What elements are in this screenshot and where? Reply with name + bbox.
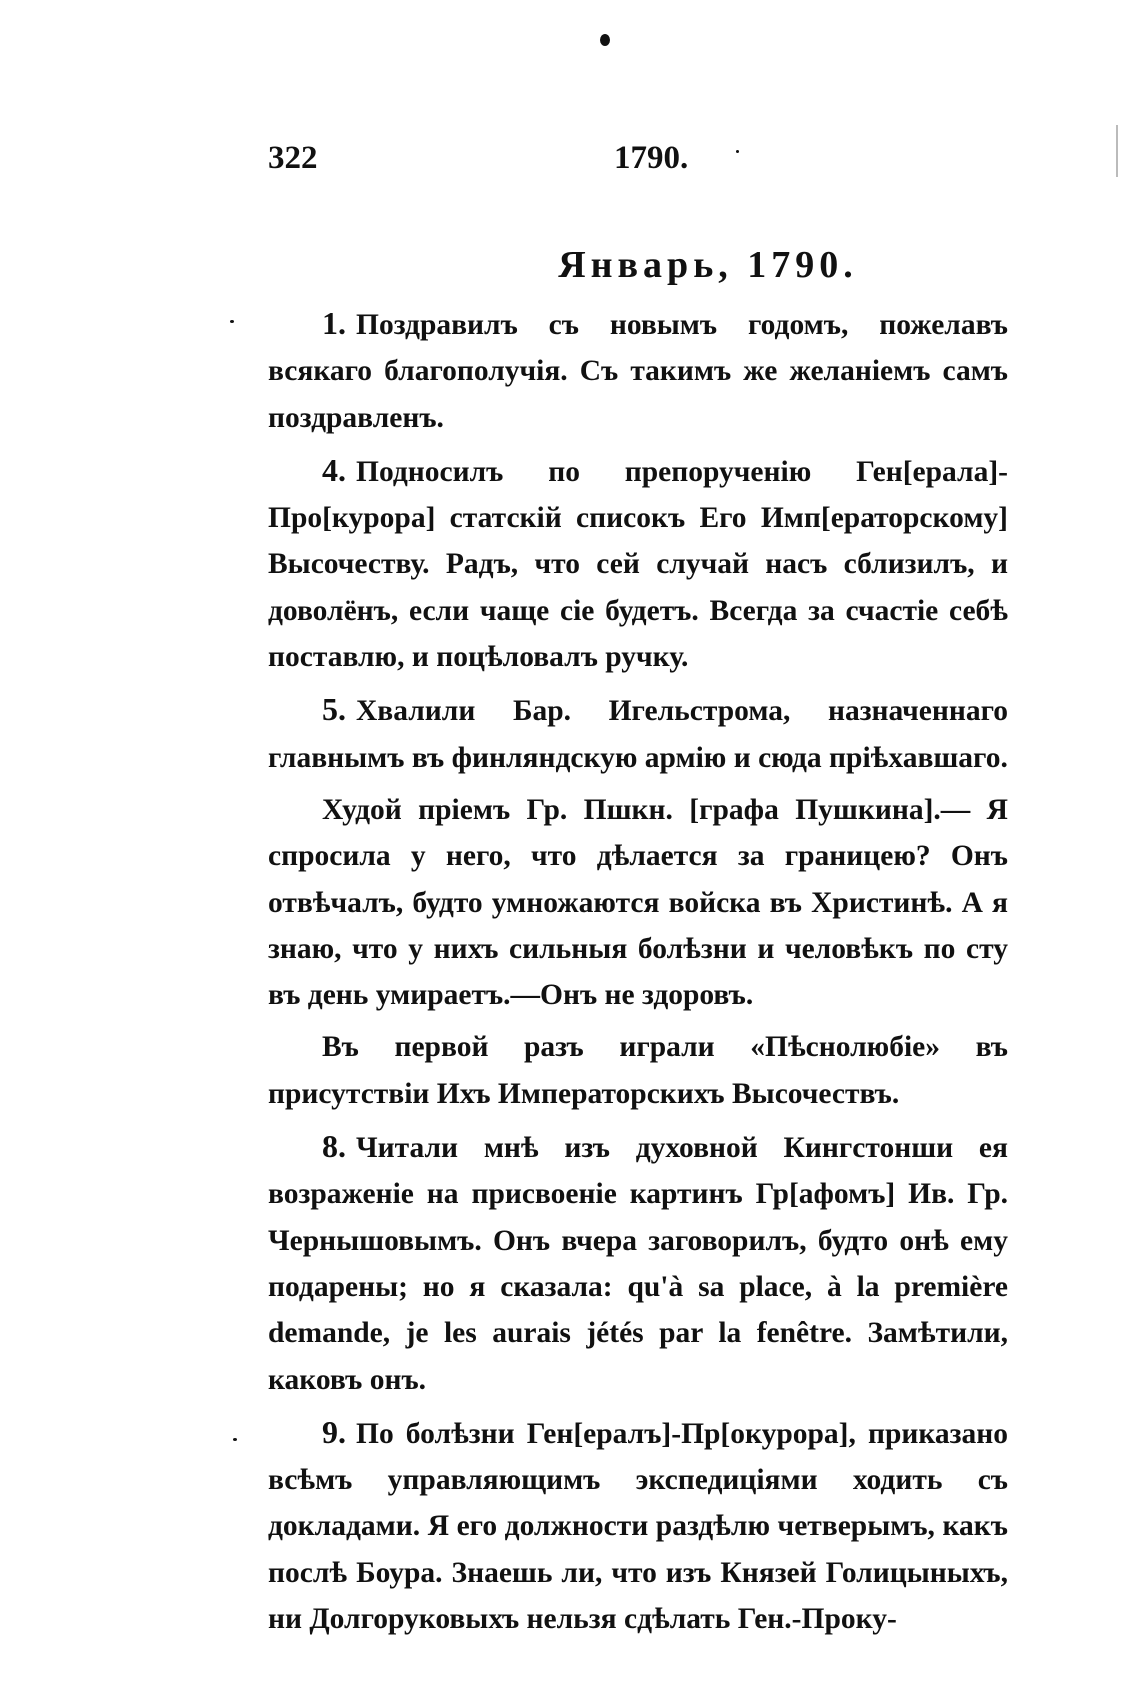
entry-paragraph [268,300,1008,441]
entry-paragraph [268,447,1008,680]
entry-text: По болѣзни Ген[ералъ]-Пр[окурора], приказано всѣмъ управляющимъ экспедиціями ходить съ докладами. Я его должности раздѣлю четверымъ, какъ послѣ Боура. Знаешь ли, что изъ Князей Голицыныхъ, ни Долгоруковыхъ нельзя сдѣлать Ген.-Проку- [268,1417,1008,1636]
entry-paragraph [268,1123,1008,1403]
page-number: 322 [268,140,318,176]
ink-speck [230,320,234,323]
running-year: 1790. [614,140,689,176]
ink-speck [600,34,610,46]
entry-paragraph [268,1024,1008,1117]
entry-paragraph [268,686,1008,781]
entry-text: Въ первой разъ играли «Пѣснолюбіе» въ присутствіи Ихъ Императорскихъ Высочествъ. [268,1031,1008,1110]
entry-text: Подносилъ по препорученію Ген[ерала]-Про[курора] статскій списокъ Его Имп[ераторскому] Высочеству. Радъ, что сей случай насъ сблизилъ, и доволёнъ, если чаще сіе будетъ. Всегда за счастіе себѣ поставлю, и поцѣловалъ ручку. [268,455,1008,674]
entry-number: 1. [322,305,346,341]
running-head [268,140,1008,190]
section-title: Январь, 1790. [558,244,858,286]
body-text [268,300,1008,1648]
entry-number: 8. [322,1128,346,1165]
entry-text: Читали мнѣ изъ духовной Кингстонши ея возраженіе на присвоеніе картинъ Гр[афомъ] Ив. Гр. Чернышовымъ. Онъ вчера заговорилъ, будто онѣ ему подарены; но я сказала: qu'à sa place, à la première demande, je les aurais jétés par la fenêtre. Замѣтили, каковъ онъ. [268,1132,1008,1396]
entry-text: Худой пріемъ Гр. Пшкн. [графа Пушкина].— Я спросила у него, что дѣлается за границею? Онъ отвѣчалъ, будто умножаются войска въ Христинѣ. А я знаю, что у нихъ сильныя болѣзни и человѣкъ по сту въ день умираетъ.—Онъ не здоровъ. [268,793,1008,1012]
entry-number: 5. [322,691,346,728]
entry-text: Хвалили Бар. Игельстрома, назначеннаго главнымъ въ финляндскую армію и сюда пріѣхавшаго. [268,695,1008,774]
entry-number: 4. [322,451,346,488]
entry-paragraph [268,787,1008,1018]
entry-paragraph [268,1409,1008,1642]
page-edge-mark [1116,125,1118,177]
entry-number: 9. [322,1413,346,1450]
ink-speck [233,1438,237,1441]
entry-text: Поздравилъ съ новымъ годомъ, пожелавъ всякаго благополучія. Съ такимъ же желаніемъ самъ поздравленъ. [268,309,1008,434]
